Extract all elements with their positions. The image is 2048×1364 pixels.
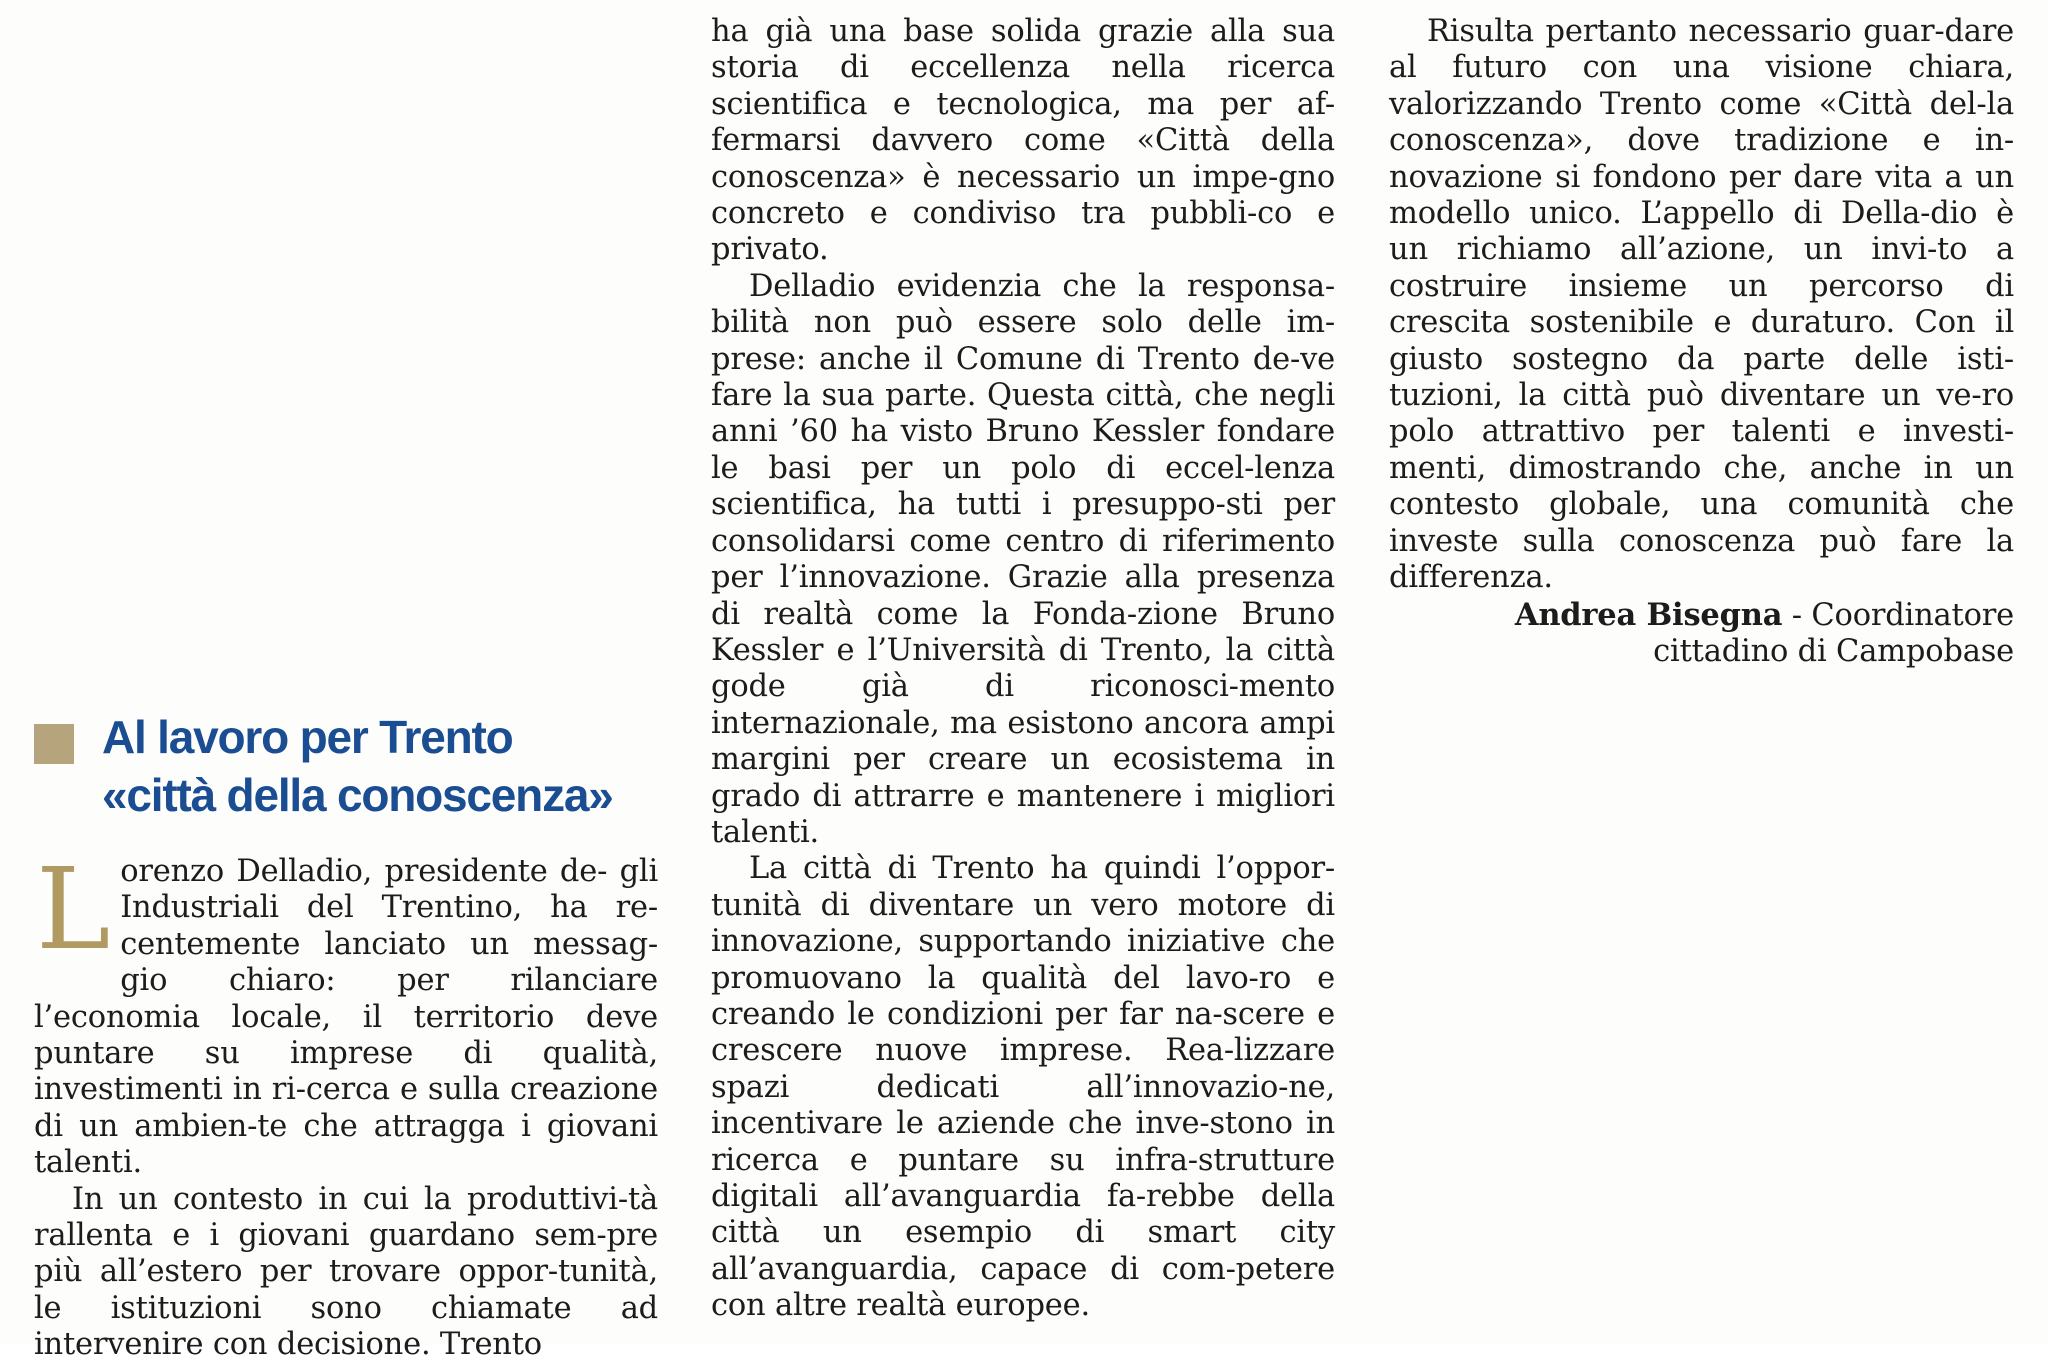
headline-line-1: Al lavoro per Trento xyxy=(102,711,513,763)
headline-line-2: «città della conoscenza» xyxy=(102,769,613,821)
paragraph-4: Delladio evidenzia che la responsa-bilità non può essere solo delle im-prese: anche il Comune di Trento de-ve fare la sua parte. Questa città, che negli anni ’60 ha visto Bruno Kessler fondare le basi per un polo di eccel-lenza scientifica, ha tutti i presuppo-sti per consolidarsi come centro di riferimento per l’innovazione. Grazie alla presenza di realtà come la Fonda-zione Bruno Kessler e l’Università di Trento, la città gode già di riconosci-mento internazionale, ma esistono ancora ampi margini per creare un ecosistema in grado di attrarre e mantenere i migliori talenti. xyxy=(711,268,1335,850)
paragraph-3: ha già una base solida grazie alla sua storia di eccellenza nella ricerca scientifica e tecnologica, ma per af-fermarsi davvero come «Città della conoscenza» è necessario un impe-gno concreto e condiviso tra pubbli-co e privato. xyxy=(711,14,1335,268)
headline-square-marker xyxy=(34,724,74,764)
headline-text xyxy=(102,708,613,824)
article-column-1 xyxy=(34,845,659,1364)
paragraph-6: Risulta pertanto necessario guar-dare al futuro con una visione chiara, valorizzando Trento come «Città del-la conoscenza», dove tradizione e in-novazione si fondono per dare vita a un modello unico. L’appello di Della-dio è un richiamo all’azione, un invi-to a costruire insieme un percorso di crescita sostenibile e duraturo. Con il giusto sostegno da parte delle isti-tuzioni, la città può diventare un ve-ro polo attrattivo per talenti e investi-menti, dimostrando che, anche in un contesto globale, una comunità che investe sulla conoscenza può fare la differenza. xyxy=(1389,14,2014,596)
paragraph-2: In un contesto in cui la produttivi-tà rallenta e i giovani guardano sem-pre più all’estero per trovare oppor-tunità, le istituzioni sono chiamate ad intervenire con decisione. Trento xyxy=(34,1181,658,1363)
author-signature xyxy=(1389,597,2014,671)
article-column-3 xyxy=(1389,14,2014,670)
paragraph-5: La città di Trento ha quindi l’oppor-tunità di diventare un vero motore di innovazione, supportando iniziative che promuovano la qualità del lavo-ro e creando le condizioni per far na-scere e crescere nuove imprese. Rea-lizzare spazi dedicati all’innovazio-ne, incentivare le aziende che inve-stono in ricerca e puntare su infra-strutture digitali all’avanguardia fa-rebbe della città un esempio di smart city all’avanguardia, capace di com-petere con altre realtà europee. xyxy=(711,851,1335,1324)
paragraph-1-line-2: gli Industriali del Trentino, ha re- xyxy=(120,854,659,926)
drop-cap: L xyxy=(36,845,111,975)
paragraph-1-line-1: orenzo Delladio, presidente de- xyxy=(120,854,608,889)
author-name: Andrea Bisegna xyxy=(1514,596,1783,633)
paragraph-1-line-3: centemente lanciato un messag- xyxy=(120,926,658,962)
author-role-line-2: cittadino di Campobase xyxy=(1653,633,2014,669)
paragraph-1-rest: gio chiaro: per rilanciare l’economia locale, il territorio deve puntare su imprese di qualità, investimenti in ri-cerca e sulla creazione di un ambien-te che attragga i giovani talenti. xyxy=(34,963,658,1181)
paragraph-1 xyxy=(34,845,659,1182)
author-role-line-1: - Coordinatore xyxy=(1782,597,2014,633)
blank-margin-area xyxy=(0,0,680,700)
article-column-2 xyxy=(711,14,1335,1325)
